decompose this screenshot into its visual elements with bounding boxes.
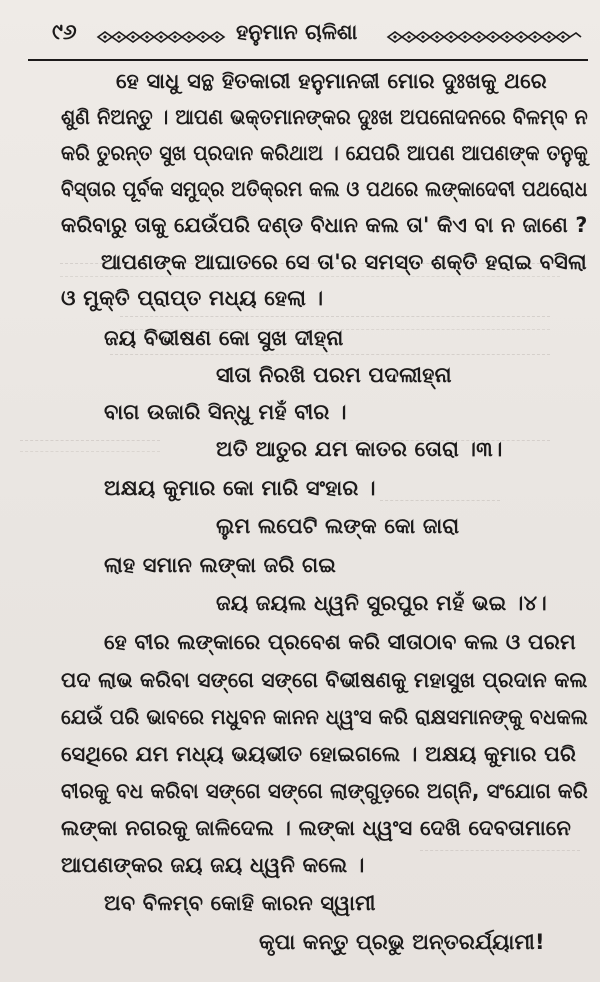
page-number: ୯୬ [52,20,77,45]
verse-line: କୃପା କନ୍ତୁ ପ୍ରଭୁ ଅନ୍ତରର୍ଯ୍ୟାମୀ! [259,930,545,954]
prose-line: ଯେଉଁ ପରି ଭାବରେ ମଧୁବନ କାନନ ଧ୍ୱଂସ କରି ରାକ୍ଷସମାନଙ୍କୁ ବଧକଲ [61,705,588,729]
prose-line: ଓ ମୁକ୍ତି ପ୍ରାପ୍ତ ମଧ୍ୟ ହେଲା । [61,286,324,310]
prose-line: କରି ତୁରନ୍ତ ସୁଖ ପ୍ରଦାନ କରିଥାଅ । ଯେପରି ଆପଣ ଆପଣଙ୍କ ତନୁକୁ [61,141,588,165]
verse-line: ଜୟ ଜୟଲ ଧ୍ୱନି ସୁରପୁର ମହଁ ଭଇ ।୪। [216,591,547,615]
verse-line: ଅତି ଆତୁର ଯମ କାତର ତୋରା ।୩। [216,437,503,461]
prose-line: ଶୁଣି ନିଅନ୍ତୁ । ଆପଣ ଭକ୍ତମାନଙ୍କର ଦୁଃଖ ଅପନୋଦନରେ ବିଳମ୍ବ ନ [61,105,588,129]
prose-line: ଲଙ୍କା ନଗରକୁ ଜାଳିଦେଲ । ଲଙ୍କା ଧ୍ୱଂସ ଦେଖି ଦେବତାମାନେ [61,816,571,840]
prose-line: କରିବାରୁ ତାକୁ ଯେଉଁପରି ଦଣ୍ଡ ବିଧାନ କଲ ତା' କିଏ ବା ନ ଜାଣେ ? [61,213,588,237]
prose-line: ବିସ୍ତାର ପୂର୍ବକ ସମୁଦ୍ର ଅତିକ୍ରମ କଲ ଓ ପଥରେ ଲଙ୍କାଦେବୀ ପଥରୋଧ [61,177,588,201]
header-title: ହନୁମାନ ଚାଳିଶା [236,20,358,44]
verse-line: ଜୟ ବିଭୀଷଣ କୋ ସୁଖ ଦୀହ୍ନା [104,326,344,350]
prose-line: ହେ ସାଧୁ ସନ୍ଥ ହିତକାରୀ ହନୁମାନଜୀ ମୋର ଦୁଃଖକୁ ଥରେ [116,69,547,93]
page-header [0,18,600,52]
header-rule [28,59,588,61]
ornament-right-icon [386,30,582,44]
verse-line: ଲୁମ ଲପେଟି ଲଙ୍କ କୋ ଜାରା [216,514,460,538]
ornament-left-icon [96,30,228,44]
verse-line: ଅକ୍ଷୟ କୁମାର କୋ ମାରି ସଂହାର । [104,476,376,500]
prose-line: ସେଥିରେ ଯମ ମଧ୍ୟ ଭୟଭୀତ ହୋଇଗଲେ । ଅକ୍ଷୟ କୁମାର ପରି [61,742,577,766]
verse-line: ଅବ ବିଳମ୍ବ କୋହି କାରନ ସ୍ୱାମୀ [104,891,376,915]
verse-line: ଲାହ ସମାନ ଲଙ୍କା ଜରି ଗଇ [104,553,336,577]
prose-line: ବୀରକୁ ବଧ କରିବା ସଙ୍ଗେ ସଙ୍ଗେ ଲାଙ୍ଗୁଡ଼ରେ ଅଗ୍ନି, ସଂଯୋଗ କରି [61,779,588,803]
prose-line: ହେ ବୀର ଲଙ୍କାରେ ପ୍ରବେଶ କରି ସୀତାଠାବ କଲ ଓ ପରମ [104,630,576,654]
prose-line: ଆପଣଙ୍କ ଆଘାତରେ ସେ ତା'ର ସମସ୍ତ ଶକ୍ତି ହରାଇ ବସିଲା [101,250,587,274]
prose-line: ପଦ ଲାଭ କରିବା ସଙ୍ଗେ ସଙ୍ଗେ ବିଭୀଷଣକୁ ମହାସୁଖ ପ୍ରଦାନ କଲ [61,668,588,692]
verse-line: ବାଗ ଉଜାରି ସିନ୍ଧୁ ମହଁ ବୀର । [104,400,347,424]
verse-line: ସୀତା ନିରଖି ପରମ ପଦଲୀହ୍ନା [216,363,452,387]
prose-line: ଆପଣଙ୍କର ଜୟ ଜୟ ଧ୍ୱନି କଲେ । [61,853,365,877]
